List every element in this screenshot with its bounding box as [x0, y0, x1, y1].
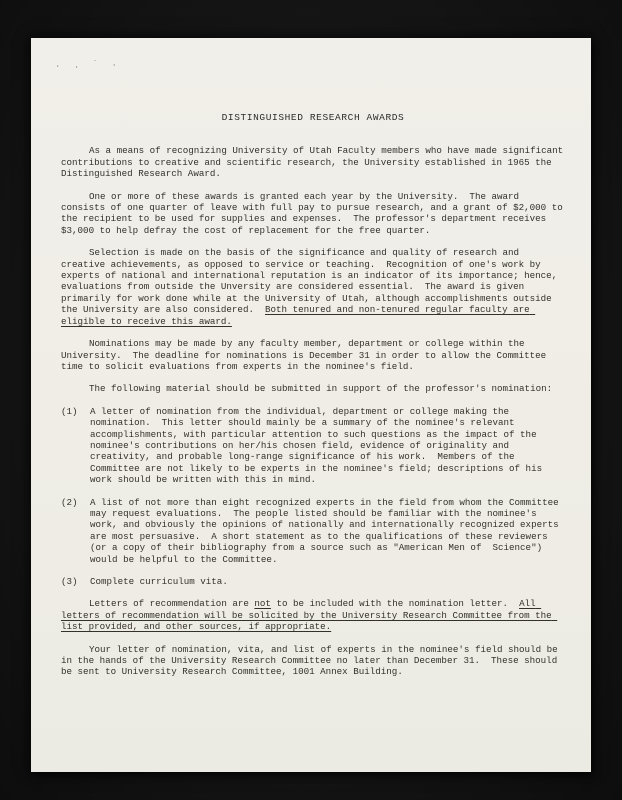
pen-marks: · . ˙ .: [54, 58, 121, 72]
list-item-1-text: A letter of nomination from the individual, department or college making the nomination. This letter should mainly be a summary of the nominee's relevant accomplishments, with particular attention to such questions as the impact of the nominee's contributions on her/his chosen field, evidence of originality and creativity, and probable long-range significance of his work. Members of the Committee are not likely to be experts in the nominee's field; descriptions of his work should be written with this in mind.: [90, 405, 548, 486]
paragraph-materials-lead-in-text: The following material should be submitted in support of the professor's nomination:: [89, 383, 553, 395]
paragraph-recommendation-letters-text-1: Letters of recommendation are: [89, 598, 255, 610]
paragraph-materials-lead-in: [61, 383, 565, 394]
paragraph-recommendation-letters-underlined-text: All letters of recommendation will be solicited by the University Research Committee from the list provided, and other sources, if appropriate.: [61, 598, 558, 633]
paragraph-intro-text: As a means of recognizing University of Utah Faculty members who have made significant contributions to creative and scientific research, the University established in 1965 the Distinguished Research Award.: [61, 145, 569, 180]
list-item-2-text: A list of not more than eight recognized experts in the field from whom the Committee may request evaluations. The people listed should be familiar with the nominee's work, and obviously the opinions of nationally and internationally recognized experts are most persuasive. A short statement as to the qualifications of these reviewers (or a copy of their bibliography from a source such as "American Men of Science") would be helpful to the Committee.: [90, 496, 565, 565]
paragraph-nominations: [61, 338, 565, 372]
paragraph-selection-basis: [61, 247, 565, 327]
paragraph-recommendation-letters-text-2: to be included with the nomination letter.: [270, 598, 520, 610]
paragraph-recommendation-letters: [61, 598, 565, 632]
list-item-1-number: (1): [61, 405, 78, 417]
paragraph-recommendation-letters-not-underlined: not: [254, 598, 271, 610]
paragraph-selection-basis-underlined-text: Both tenured and non-tenured regular faculty are eligible to receive this award.: [61, 304, 536, 327]
list-item-3-number: (3): [61, 576, 78, 587]
list-item-2-number: (2): [61, 496, 78, 508]
paragraph-nominations-text: Nominations may be made by any faculty member, department or college within the University. The deadline for nominations is December 31 in order to allow the Committee time to solicit evaluations from experts in the nominee's field.: [61, 338, 552, 372]
document-paper: [31, 38, 591, 772]
paragraph-selection-basis-text: Selection is made on the basis of the significance and quality of research and creative achievements, as opposed to service or teaching. Recognition of one's work by experts of national and international reputation is an indicator of its importance; hence, evaluations from outside the Unversity are considered essential. The award is given primarily for work done while at the University of Utah, although accomplishments outside the University are also considered.: [61, 247, 563, 316]
list-item-2: [61, 497, 565, 565]
list-item-1: [61, 406, 565, 486]
paragraph-award-terms-text: One or more of these awards is granted each year by the University. The award consists of one quarter of leave with full pay to pursue research, and a grant of $2,000 to the recipient to be used for supplies and expenses. The professor's department receives $3,000 to help defray the cost of replacement for the free quarter.: [61, 190, 569, 236]
paragraph-award-terms: [61, 190, 569, 237]
list-item-3-text: Complete curriculum vita.: [90, 576, 228, 587]
paragraph-intro: [61, 145, 569, 180]
paragraph-submission-instructions: [61, 644, 565, 678]
document-title: DISTINGUISHED RESEARCH AWARDS: [221, 112, 405, 123]
paragraph-submission-instructions-text: Your letter of nomination, vita, and list of experts in the nominee's field should be in the hands of the University Research Committee no later than December 31. These should be sent to University Research Committee, 1001 Annex Building.: [61, 643, 564, 678]
list-item-3: [61, 576, 565, 587]
